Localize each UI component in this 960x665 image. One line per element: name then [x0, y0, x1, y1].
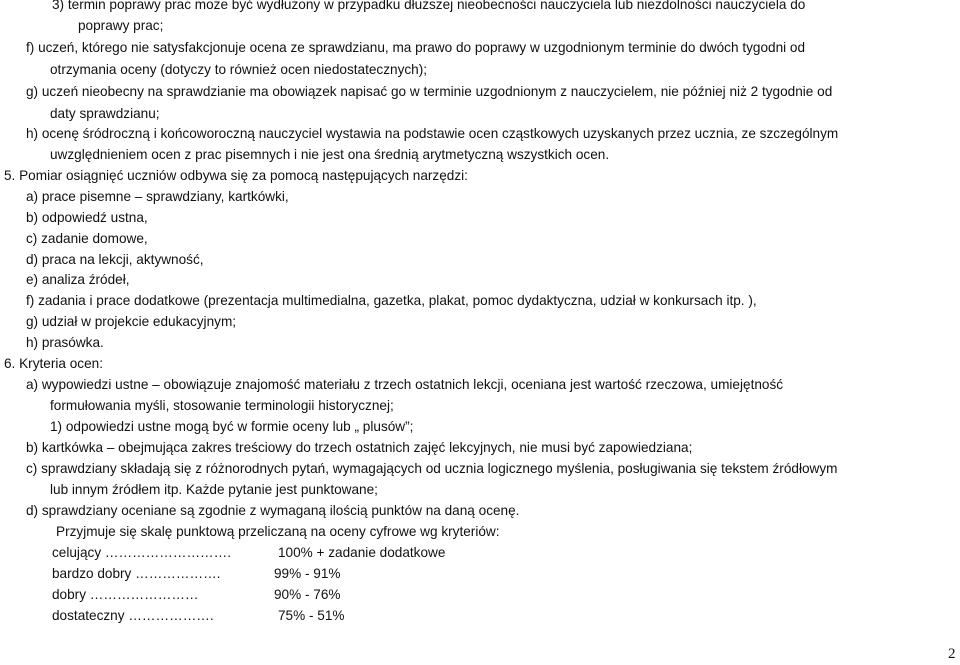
text-line: a) wypowiedzi ustne – obowiązuje znajomość materiału z trzech ostatnich lekcji, oceniana jest wartość rzeczowa, umiejętność — [26, 377, 784, 392]
text-line: a) prace pisemne – sprawdziany, kartkówki, — [26, 189, 289, 204]
text-line: 6. Kryteria ocen: — [4, 356, 103, 371]
grade-name: dostateczny ………………. — [52, 608, 214, 623]
text-line: d) praca na lekcji, aktywność, — [26, 252, 204, 267]
text-line: c) sprawdziany składają się z różnorodnych pytań, wymagających od ucznia logicznego myślenia, posługiwania się tekstem źródłowym — [26, 461, 838, 476]
text-line: lub innym źródłem itp. Każde pytanie jest punktowane; — [50, 482, 378, 497]
text-line: f) zadania i prace dodatkowe (prezentacja multimedialna, gazetka, plakat, pomoc dydaktyczna, udział w konkursach itp. ), — [26, 293, 757, 308]
grade-name: bardzo dobry ………………. — [52, 566, 221, 581]
grade-name: dobry …………………… — [52, 587, 199, 602]
text-line: h) prasówka. — [26, 335, 104, 350]
text-line: Przyjmuje się skalę punktową przeliczaną na oceny cyfrowe wg kryteriów: — [56, 524, 500, 539]
text-line: 1) odpowiedzi ustne mogą być w formie oceny lub „ plusów”; — [50, 419, 414, 434]
grade-name: celujący ………………………. — [52, 545, 232, 560]
text-line: b) kartkówka – obejmująca zakres treściowy do trzech ostatnich zajęć lekcyjnych, nie musi być zapowiedziana; — [26, 440, 693, 455]
text-line: g) uczeń nieobecny na sprawdzianie ma obowiązek napisać go w terminie uzgodnionym z nauczycielem, nie później niż 2 tygodnie od — [26, 84, 833, 99]
text-line: d) sprawdziany oceniane są zgodnie z wymaganą ilością punktów na daną ocenę. — [26, 503, 520, 518]
text-line: g) udział w projekcie edukacyjnym; — [26, 314, 237, 329]
text-line: 3) termin poprawy prac może być wydłużony w przypadku dłuższej nieobecności nauczyciela lub niezdolności nauczyciela do — [52, 0, 806, 12]
grade-range: 75% - 51% — [278, 608, 345, 623]
text-line: otrzymania oceny (dotyczy to również ocen niedostatecznych); — [50, 62, 428, 77]
text-line: h) ocenę śródroczną i końcoworoczną nauczyciel wystawia na podstawie ocen cząstkowych uzyskanych przez ucznia, ze szczególnym — [26, 126, 839, 141]
grade-range: 100% + zadanie dodatkowe — [278, 545, 446, 560]
text-line: 5. Pomiar osiągnięć uczniów odbywa się za pomocą następujących narzędzi: — [4, 168, 468, 183]
text-line: f) uczeń, którego nie satysfakcjonuje ocena ze sprawdzianu, ma prawo do poprawy w uzgodnionym terminie do dwóch tygodni od — [26, 40, 806, 55]
text-line: e) analiza źródeł, — [26, 272, 130, 287]
page-number: 2 — [948, 646, 956, 662]
text-line: uwzględnieniem ocen z prac pisemnych i nie jest ona średnią arytmetyczną wszystkich ocen. — [50, 147, 610, 162]
text-line: formułowania myśli, stosowanie terminologii historycznej; — [50, 398, 394, 413]
grade-range: 90% - 76% — [274, 587, 341, 602]
grade-range: 99% - 91% — [274, 566, 341, 581]
text-line: c) zadanie domowe, — [26, 231, 148, 246]
text-line: b) odpowiedź ustna, — [26, 210, 148, 225]
text-line: poprawy prac; — [78, 18, 164, 33]
text-line: daty sprawdzianu; — [50, 106, 160, 121]
